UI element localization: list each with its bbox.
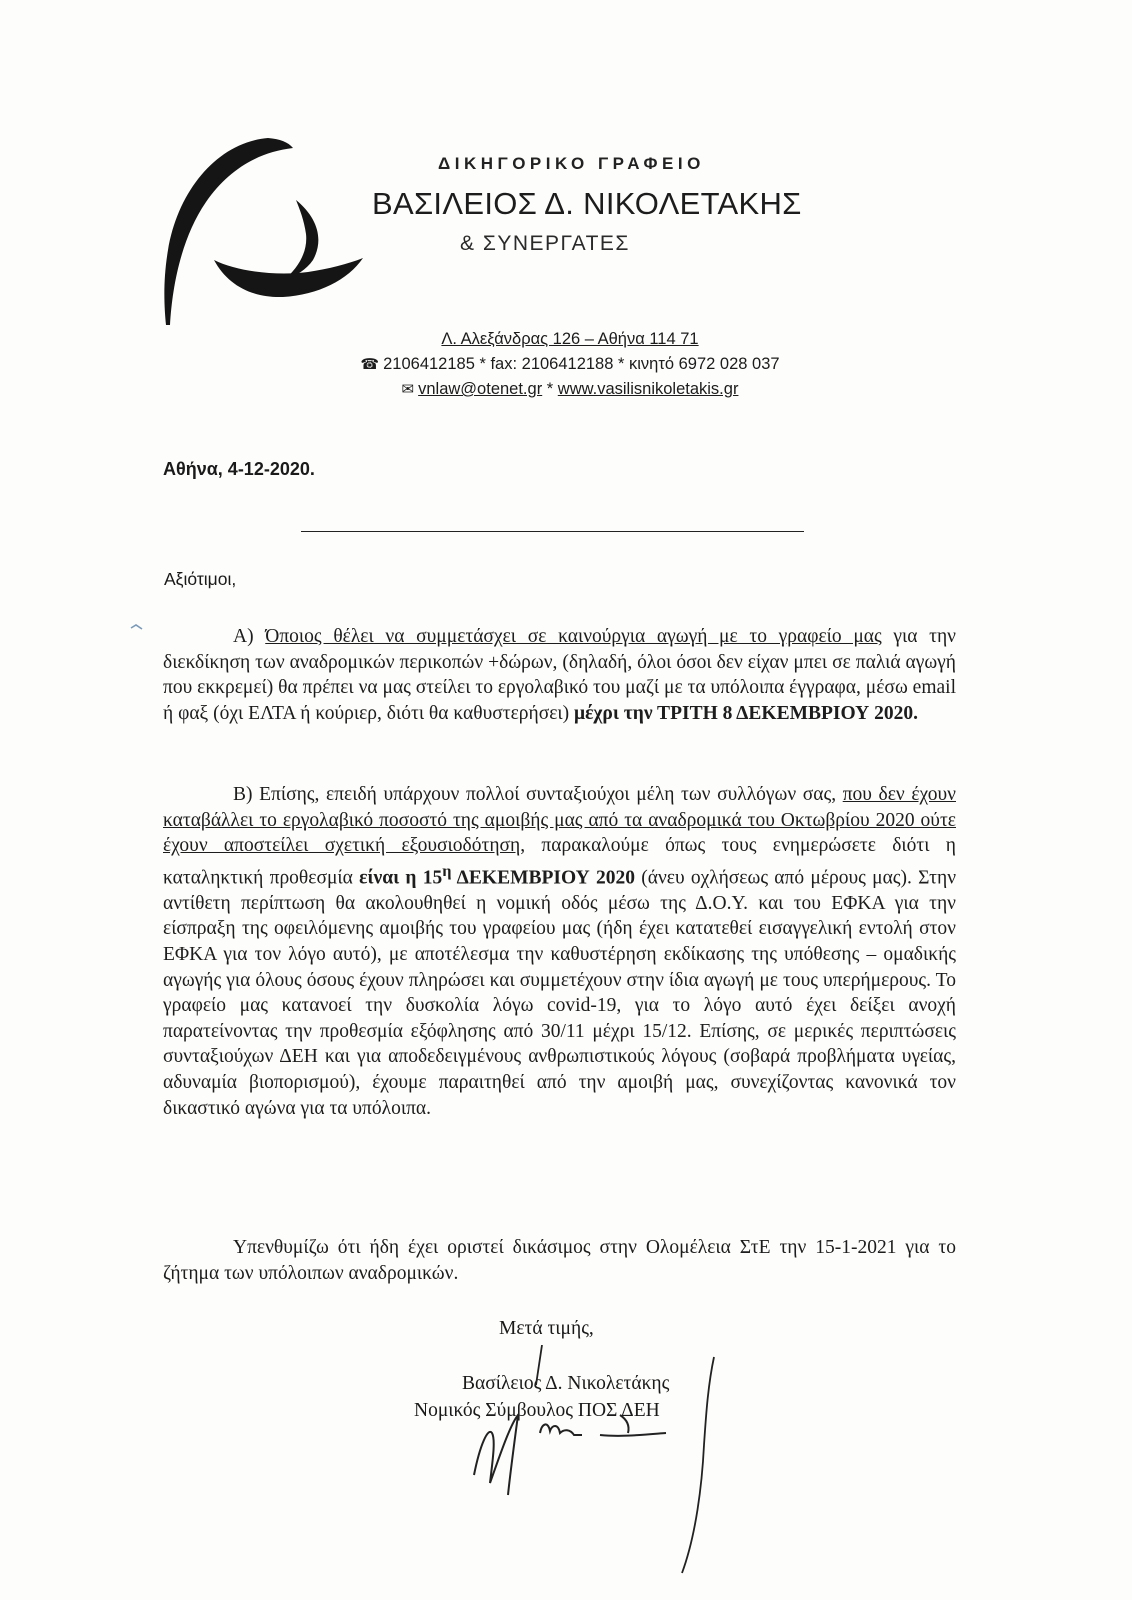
paragraph-c-text: Υπενθυμίζω ότι ήδη έχει οριστεί δικάσιμος στην Ολομέλεια ΣτΕ την 15-1-2021 για το ζήτημα των υπόλοιπων αναδρομικών. xyxy=(163,1237,956,1284)
paragraph-b-bold2: ΔΕΚΕΜΒΡΙΟΥ 2020 xyxy=(451,867,636,889)
paragraph-b-bold1: είναι η 15 xyxy=(359,867,443,889)
telephone-icon: ☎ xyxy=(360,356,380,373)
paragraph-a-deadline: μέχρι την ΤΡΙΤΗ 8 ΔΕΚΕΜΒΡΙΟΥ 2020. xyxy=(574,702,918,724)
paragraph-b xyxy=(163,782,956,1121)
email-line xyxy=(260,380,880,399)
phone-text: 2106412185 * fax: 2106412188 * κινητό 6972 028 037 xyxy=(383,355,780,373)
handwritten-signature xyxy=(470,1345,750,1575)
paragraph-b-superscript: η xyxy=(442,861,452,880)
closing: Μετά τιμής, xyxy=(499,1318,594,1339)
signatory-title: Νομικός Σύμβουλος ΠΟΣ ΔΕΗ xyxy=(414,1400,660,1421)
signatory-name: Βασίλειος Δ. Νικολετάκης xyxy=(462,1373,670,1394)
paragraph-b-text1: , παρακαλούμε όπως τους ενημερώσετε διότι η καταληκτική προθεσμία xyxy=(163,835,956,889)
paragraph-b-underlined: που δεν έχουν καταβάλλει το εργολαβικό ποσοστό της αμοιβής μας από τα αναδρομικά του Οκτωβρίου 2020 ούτε έχουν αποστείλει σχετική εξουσιοδότηση xyxy=(163,784,956,857)
address-line xyxy=(260,330,880,349)
office-label: ΔΙΚΗΓΟΡΙΚΟ ΓΡΑΦΕΙΟ xyxy=(438,154,705,173)
phone-line xyxy=(260,355,880,374)
email-link[interactable]: vnlaw@otenet.gr xyxy=(418,380,543,398)
lawyer-name: ΒΑΣΙΛΕΙΟΣ Δ. ΝΙΚΟΛΕΤΑΚΗΣ xyxy=(372,186,802,221)
greeting: Αξιότιμοι, xyxy=(164,569,237,589)
law-office-logo xyxy=(158,130,378,330)
contact-separator: * xyxy=(542,380,558,398)
scan-mark xyxy=(130,622,144,632)
website-link[interactable]: www.vasilisnikoletakis.gr xyxy=(557,380,739,398)
letter-date: Αθήνα, 4-12-2020. xyxy=(163,459,315,479)
paragraph-b-text2: (άνευ οχλήσεως από μέρους μας). Στην αντίθετη περίπτωση θα ακολουθηθεί η νομική οδός μέσω της Δ.Ο.Υ. και του ΕΦΚΑ για την είσπραξη της οφειλόμενης αμοιβής του γραφείου μας (ήδη έχει κατατεθεί εισαγγελική εντολή στον ΕΦΚΑ για τον λόγο αυτό), με αποτέλεσμα την καθυστέρηση εκδίκασης της υπόθεσης – ομαδικής αγωγής για όλους όσους έχουν πληρώσει και συμμετέχουν στην ίδια αγωγή με τους υπερήμερους. Το γραφείο μας κατανοεί την δυσκολία λόγω covid-19, για το λόγο αυτό έχει δείξει ανοχή παρατείνοντας την προθεσμία εξόφλησης από 30/11 μέχρι 15/12. Επίσης, σε μερικές περιπτώσεις συνταξιούχων ΔΕΗ και για αποδεδειγμένους ανθρωπιστικούς λόγους (σοβαρά προβλήματα υγείας, αδυναμία βιοπορισμού), έχουμε παραιτηθεί από την αμοιβή μας, συνεχίζοντας κανονικά τον δικαστικό αγώνα για τα υπόλοιπα. xyxy=(163,867,957,1119)
paragraph-a-underlined: Όποιος θέλει να συμμετάσχει σε καινούργια αγωγή με το γραφείο μας xyxy=(265,626,882,647)
paragraph-a xyxy=(163,624,956,726)
address-text: Λ. Αλεξάνδρας 126 – Αθήνα 114 71 xyxy=(441,330,699,348)
paragraph-b-prefix: Β) Επίσης, επειδή υπάρχουν πολλοί συνταξιούχοι μέλη των συλλόγων σας, xyxy=(233,784,843,805)
paragraph-a-prefix: Α) xyxy=(233,626,266,647)
divider xyxy=(301,531,804,532)
paragraph-c xyxy=(163,1235,956,1286)
partners-label: & ΣΥΝΕΡΓΑΤΕΣ xyxy=(460,232,630,255)
envelope-icon: ✉ xyxy=(401,381,415,398)
paragraph-a-text: για την διεκδίκηση των αναδρομικών περικοπών +δώρων, (δηλαδή, όλοι όσοι δεν είχαν μπει σε παλιά αγωγή που εκκρεμεί) θα πρέπει να μας στείλει το εργολαβικό του μαζί με τα υπόλοιπα έγγραφα, μέσω email ή φαξ (όχι ΕΛΤΑ ή κούριερ, διότι θα καθυστερήσει) xyxy=(163,626,956,724)
